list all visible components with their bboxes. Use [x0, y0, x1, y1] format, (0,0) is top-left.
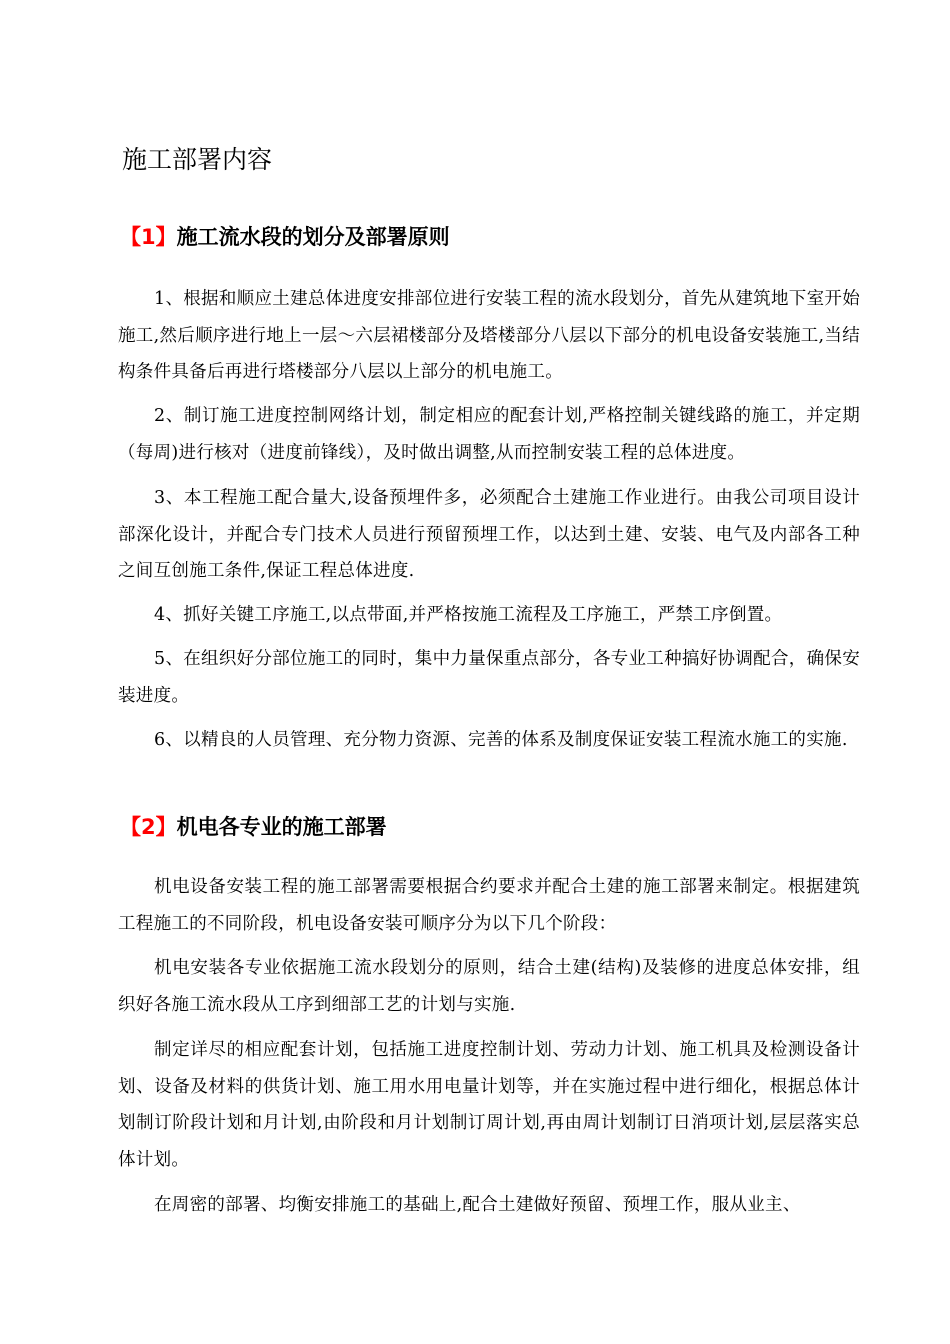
document-title: 施工部署内容	[122, 145, 273, 174]
section-1-paragraph-6: 6、以精良的人员管理、充分物力资源、完善的体系及制度保证安装工程流水施工的实施.	[154, 730, 848, 750]
section-1-paragraph-1: 1、根据和顺应土建总体进度安排部位进行安装工程的流水段划分，首先从建筑地下室开始施工,然后顺序进行地上一层～六层裙楼部分及塔楼部分八层以下部分的机电设备安装施工,当结构条件具备后再进行塔楼部分八层以上部分的机电施工。	[118, 289, 860, 382]
section-1-heading	[120, 220, 450, 254]
section-2-paragraph-4: 在周密的部署、均衡安排施工的基础上,配合土建做好预留、预埋工作，服从业主、	[154, 1195, 801, 1215]
section-1-paragraph-5: 5、在组织好分部位施工的同时，集中力量保重点部分，各专业工种搞好协调配合，确保安装进度。	[118, 649, 860, 706]
section-2-number: 【2】	[120, 815, 177, 839]
section-1-paragraph-3: 3、本工程施工配合量大,设备预埋件多，必须配合土建施工作业进行。由我公司项目设计部深化设计，并配合专门技术人员进行预留预埋工作，以达到土建、安装、电气及内部各工种之间互创施工条件,保证工程总体进度.	[118, 488, 860, 581]
section-1-paragraph-2: 2、制订施工进度控制网络计划，制定相应的配套计划,严格控制关键线路的施工，并定期（每周)进行核对（进度前锋线），及时做出调整,从而控制安装工程的总体进度。	[118, 406, 860, 463]
section-2-title: 机电各专业的施工部署	[176, 815, 387, 839]
section-2-paragraph-1: 机电设备安装工程的施工部署需要根据合约要求并配合土建的施工部署来制定。根据建筑工程施工的不同阶段，机电设备安装可顺序分为以下几个阶段：	[118, 877, 860, 934]
section-2-heading	[120, 810, 387, 844]
section-2-paragraph-3: 制定详尽的相应配套计划，包括施工进度控制计划、劳动力计划、施工机具及检测设备计划、设备及材料的供货计划、施工用水用电量计划等，并在实施过程中进行细化，根据总体计划制订阶段计划和月计划,由阶段和月计划制订周计划,再由周计划制订日消项计划,层层落实总体计划。	[118, 1040, 860, 1170]
section-1-paragraph-4: 4、抓好关键工序施工,以点带面,并严格按施工流程及工序施工，严禁工序倒置。	[154, 605, 783, 625]
section-1-number: 【1】	[120, 225, 177, 249]
section-1-title: 施工流水段的划分及部署原则	[176, 225, 450, 249]
section-2-paragraph-2: 机电安装各专业依据施工流水段划分的原则，结合土建(结构)及装修的进度总体安排，组织好各施工流水段从工序到细部工艺的计划与实施.	[118, 958, 860, 1015]
